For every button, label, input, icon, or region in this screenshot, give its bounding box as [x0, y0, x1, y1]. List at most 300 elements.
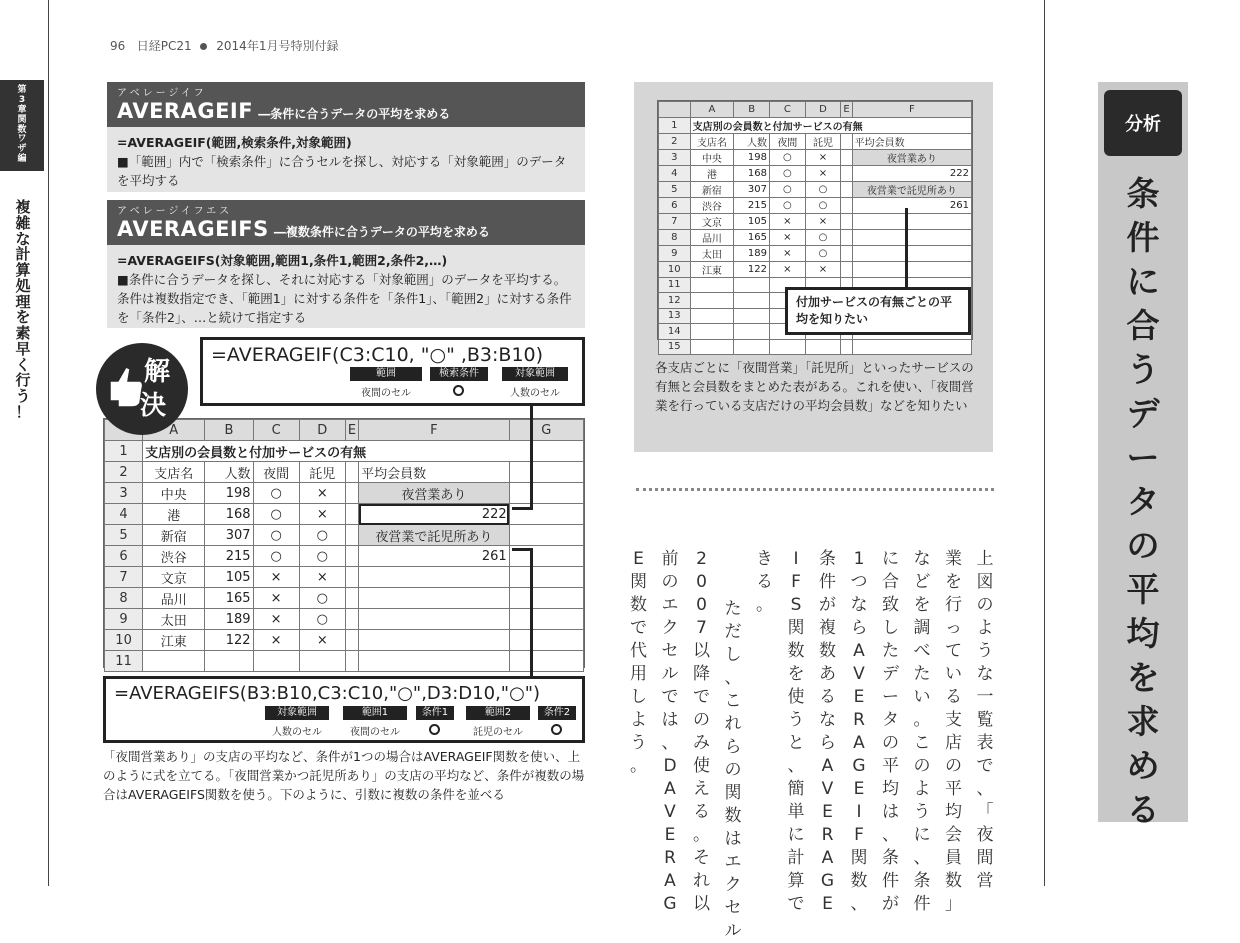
body-column [943, 548, 965, 916]
body-char: る [693, 802, 710, 822]
body-char: E [822, 802, 833, 822]
body-char: ル [661, 664, 679, 684]
body-char: 。 [756, 595, 773, 615]
body-char: 、 [661, 733, 679, 753]
body-char: 数 [787, 641, 805, 661]
body-char: エ [724, 852, 742, 872]
sheet-cell: 222 [852, 165, 971, 181]
body-char: 図 [976, 572, 994, 592]
section-title-char: 求 [1126, 702, 1160, 741]
sheet-col-header: F [852, 102, 971, 118]
main-spreadsheet [104, 419, 584, 672]
connector-f2-h [512, 548, 533, 551]
body-char: F [791, 572, 801, 592]
body-char: 行 [945, 595, 962, 615]
sheet-cell: 122 [734, 261, 770, 277]
table-row [659, 133, 972, 149]
body-char: 均 [882, 779, 899, 799]
body-char: I [793, 549, 799, 569]
sheet-cell: × [769, 229, 805, 245]
body-char: A [821, 756, 834, 776]
table-row [659, 213, 972, 229]
badge-char-2: 決 [140, 391, 167, 421]
body-char: 店 [945, 733, 962, 753]
body-char: ら [724, 737, 742, 757]
body-char: 表 [976, 733, 994, 753]
body-char: で [630, 618, 647, 638]
sheet-col-header: F [359, 420, 510, 441]
row-number: 3 [659, 149, 691, 165]
body-char: 件 [882, 871, 899, 891]
table-row [659, 181, 972, 197]
body-char: 調 [913, 618, 931, 638]
body-char: と [787, 733, 805, 753]
table-row [659, 261, 972, 277]
dotted-separator [636, 488, 994, 491]
body-char: セ [724, 898, 742, 918]
body-char: V [821, 779, 834, 799]
sheet-cell: 港 [690, 165, 734, 181]
row-number: 2 [659, 133, 691, 149]
sheet-cell: 中央 [143, 483, 205, 504]
sheet-cell [690, 293, 734, 309]
body-char: 降 [693, 664, 710, 684]
sheet-col-header [659, 102, 691, 118]
body-column [848, 548, 870, 916]
label-criteria: 検索条件 [430, 367, 488, 381]
label-range: 範囲 [350, 367, 422, 381]
sheet-cell [359, 630, 510, 651]
body-char: 合 [882, 572, 899, 592]
row-number: 11 [105, 651, 143, 672]
body-char: 覧 [976, 710, 994, 730]
body-char: 営 [976, 871, 994, 891]
body-char: V [664, 802, 676, 822]
label-range2-sub: 託児のセル [473, 727, 523, 738]
body-char: ら [850, 618, 868, 638]
sheet-cell [509, 651, 583, 672]
sheet-cell: ○ [253, 483, 299, 504]
sheet-cell: 託児 [299, 462, 345, 483]
body-char: F [854, 825, 864, 845]
left-title-char: 算 [15, 261, 31, 279]
left-title-char: な [15, 229, 31, 248]
label-avg-range-sub: 人数のセル [510, 388, 560, 399]
sheet-cell: 307 [734, 181, 770, 197]
label-avg-range-2: 対象範囲 [265, 706, 329, 720]
label-range1-sub: 夜間のセル [350, 727, 400, 738]
sheet-cell [345, 567, 358, 588]
section-tag [1104, 90, 1182, 156]
body-char: 支 [945, 710, 962, 730]
left-title-char: 複 [15, 198, 31, 216]
sheet-cell [841, 261, 852, 277]
row-number: 5 [105, 525, 143, 546]
body-char: 致 [882, 595, 899, 615]
sheet-cell: 支店名 [690, 133, 734, 149]
sheet-cell: 261 [852, 197, 971, 213]
sheet-cell: × [253, 609, 299, 630]
sheet-col-header: C [769, 102, 805, 118]
body-char: 数 [819, 641, 836, 661]
body-char: V [853, 664, 865, 684]
body-char: つ [850, 572, 868, 592]
chapter-title-char: ザ [17, 144, 27, 155]
sheet-cell: 平均会員数 [359, 462, 510, 483]
sheet-cell [734, 324, 770, 340]
sheet-cell [734, 277, 770, 293]
body-char: の [913, 756, 931, 776]
sheet-cell: 渋谷 [143, 546, 205, 567]
body-char: が [882, 894, 899, 914]
sheet-cell: ○ [253, 546, 299, 567]
circle-icon [429, 724, 440, 735]
sheet-cell [841, 149, 852, 165]
body-column [754, 548, 776, 617]
averageif-header [107, 82, 585, 127]
chapter-title-char: 数 [17, 124, 27, 135]
sheet-cell [509, 609, 583, 630]
left-title-char: 計 [15, 245, 31, 264]
section-title-char: タ [1126, 482, 1160, 521]
body-char: 数 [724, 806, 742, 826]
body-char: 件 [913, 894, 931, 914]
body-char: き [756, 549, 773, 569]
row-number: 2 [105, 462, 143, 483]
body-char: 以 [693, 641, 710, 661]
sheet-cell [734, 308, 770, 324]
table-row [105, 609, 584, 630]
sheet-cell: 江東 [690, 261, 734, 277]
section-title [1117, 172, 1169, 832]
sheet-cell: 307 [205, 525, 253, 546]
row-number: 10 [105, 630, 143, 651]
body-char: だ [724, 622, 742, 642]
body-char: E [822, 894, 833, 914]
row-number: 1 [659, 117, 691, 133]
table-row [105, 651, 584, 672]
table-row [659, 245, 972, 261]
left-vertical-title [12, 200, 34, 421]
body-char: 業 [945, 549, 962, 569]
sheet-col-header: C [253, 420, 299, 441]
body-char: 関 [850, 848, 868, 868]
sheet-col-header: D [299, 420, 345, 441]
sheet-cell [345, 588, 358, 609]
body-column [785, 548, 807, 916]
sheet-cell: 122 [205, 630, 253, 651]
section-title-char: め [1126, 746, 1160, 785]
sheet-cell: ○ [805, 229, 841, 245]
sheet-cell [205, 651, 253, 672]
page-number: 96 [110, 39, 126, 53]
body-char: う [630, 733, 647, 753]
sheet-column-header-row [659, 102, 972, 118]
body-char: を [913, 595, 931, 615]
body-char: で [976, 756, 994, 776]
body-char: D [663, 756, 677, 776]
body-char: E [664, 825, 676, 845]
averageif-syntax: =AVERAGEIF(範囲,検索条件,対象範囲) [117, 135, 352, 150]
sheet-cell [143, 651, 205, 672]
body-char: で [661, 687, 679, 707]
body-char: G [663, 894, 677, 914]
body-char: G [852, 756, 866, 776]
table-row [659, 165, 972, 181]
sheet-cell [509, 483, 583, 504]
sheet-cell: × [769, 245, 805, 261]
left-title-char: 処 [15, 276, 31, 295]
circle-icon [453, 385, 464, 396]
row-number: 3 [105, 483, 143, 504]
connector-f1-v [530, 406, 533, 510]
row-number: 10 [659, 261, 691, 277]
solution-badge [96, 343, 188, 435]
sheet-cell: ○ [253, 504, 299, 525]
body-char: 関 [724, 783, 742, 803]
chapter-title-char: 関 [17, 114, 27, 125]
bottom-caption: 「夜間営業あり」の支店の平均など、条件が1つの場合はAVERAGEIF関数を使い、上のように式を立てる。「夜間営業かつ託児所あり」の支店の平均など、条件が複数の場合はAVERAGEIFS関数を使う。下のように、引数に複数の条件を並べる [103, 749, 585, 802]
sheet-cell [852, 261, 971, 277]
sheet-cell [345, 462, 358, 483]
sheet-cell: 太田 [143, 609, 205, 630]
table-row [659, 117, 972, 133]
sheet-cell: × [253, 630, 299, 651]
body-char: 関 [787, 618, 805, 638]
body-char: は [724, 829, 742, 849]
chapter-char: 第 [17, 85, 27, 95]
body-char: R [821, 825, 834, 845]
row-number: 13 [659, 308, 691, 324]
body-char: の [976, 595, 994, 615]
averageifs-desc: ―複数条件に合うデータの平均を求める [273, 225, 490, 239]
table-row [105, 567, 584, 588]
body-char: E [853, 687, 865, 707]
sheet-cell [734, 339, 770, 355]
body-char: え [693, 779, 710, 799]
body-char: の [724, 760, 742, 780]
body-char: 2 [696, 549, 707, 569]
right-caption: 各支店ごとに「夜間営業」「託児所」といったサービスの有無と会員数をまとめた表がある。これを使い、「夜間営業を行っている支店だけの平均会員数」などを知りたい [655, 360, 974, 413]
sheet-cell [345, 609, 358, 630]
section-tag-label: 分析 [1125, 114, 1161, 135]
body-char: 」 [945, 894, 962, 914]
body-char: デ [882, 664, 899, 684]
left-title-char: 早 [15, 339, 31, 358]
label-avg-range: 対象範囲 [502, 367, 568, 381]
section-title-char: う [1126, 350, 1160, 389]
body-char: 前 [661, 549, 679, 569]
sheet-cell [805, 339, 841, 355]
table-row [105, 483, 584, 504]
sheet-cell [509, 525, 583, 546]
row-number: 11 [659, 277, 691, 293]
sheet-col-header: E [345, 420, 358, 441]
section-title-char: デ [1126, 394, 1160, 433]
section-title-char: ー [1126, 438, 1160, 477]
connector-f2-v [530, 548, 533, 676]
sheet-cell [345, 525, 358, 546]
sheet-cell [841, 165, 852, 181]
body-char: R [664, 848, 676, 868]
body-char: 条 [882, 848, 899, 868]
sheet-cell: ○ [299, 609, 345, 630]
sheet-cell [345, 651, 358, 672]
body-char: 員 [945, 848, 962, 868]
table-row [105, 441, 584, 462]
averageifs-box [107, 200, 585, 328]
chapter-title-char: 編 [17, 154, 27, 165]
body-char: 一 [976, 687, 994, 707]
sheet-cell: × [805, 213, 841, 229]
averageif-ruby: アベレージイフ [117, 88, 207, 99]
sheet-cell: 渋谷 [690, 197, 734, 213]
body-char: う [913, 802, 931, 822]
sheet-cell [841, 213, 852, 229]
sheet-cell [841, 197, 852, 213]
body-char: が [819, 595, 836, 615]
body-char: な [913, 549, 931, 569]
label-avg-range-2-sub: 人数のセル [272, 727, 322, 738]
body-char: セ [661, 641, 679, 661]
body-char: 条 [819, 549, 836, 569]
sheet-cell: ○ [769, 165, 805, 181]
body-char: 条 [913, 871, 931, 891]
sheet-cell [345, 546, 358, 567]
sheet-cell: 105 [205, 567, 253, 588]
body-char: 以 [693, 894, 710, 914]
sheet-cell: ○ [299, 588, 345, 609]
sheet-cell: 人数 [734, 133, 770, 149]
row-number: 7 [659, 213, 691, 229]
sheet-cell: 夜間 [769, 133, 805, 149]
body-char: R [853, 710, 865, 730]
row-number: 6 [105, 546, 143, 567]
body-char: 計 [787, 848, 805, 868]
body-char: ど [913, 572, 931, 592]
sheet-cell [690, 277, 734, 293]
body-char: の [661, 572, 679, 592]
body-char: A [664, 779, 676, 799]
body-char: 。 [693, 825, 710, 845]
row-number: 9 [105, 609, 143, 630]
sheet-cell: × [805, 165, 841, 181]
sheet-cell: × [253, 567, 299, 588]
body-char: れ [724, 714, 742, 734]
row-number: 6 [659, 197, 691, 213]
bullet-dot-icon [200, 43, 207, 50]
callout-box: 付加サービスの有無ごとの平均を知りたい [785, 287, 971, 335]
table-row [659, 197, 972, 213]
body-char: に [787, 825, 805, 845]
right-page-edge [1044, 0, 1045, 886]
body-char: あ [819, 664, 836, 684]
sheet-col-header: A [690, 102, 734, 118]
body-char: ー [882, 687, 899, 707]
sheet-cell [509, 567, 583, 588]
circle-icon [551, 724, 562, 735]
table-row [105, 462, 584, 483]
body-char: 。 [913, 710, 931, 730]
sheet-cell [359, 567, 510, 588]
sheet-cell [345, 483, 358, 504]
left-title-char: う [15, 387, 31, 405]
body-char: 数 [850, 871, 868, 891]
sheet-cell [359, 651, 510, 672]
averageifs-ruby: アベレージイフエス [117, 206, 233, 217]
body-char: を [945, 572, 962, 592]
section-title-char: 合 [1126, 306, 1160, 345]
sheet-cell [841, 229, 852, 245]
sheet-cell: × [805, 149, 841, 165]
sheet-cell [734, 293, 770, 309]
body-char: い [945, 664, 962, 684]
body-char: 使 [787, 687, 805, 707]
sheet-cell [690, 339, 734, 355]
sheet-cell: 165 [734, 229, 770, 245]
formula-averageif-text: =AVERAGEIF(C3:C10, "○" ,B3:B10) [211, 344, 544, 366]
table-row [659, 229, 972, 245]
sheet-cell: ○ [769, 181, 805, 197]
row-number: 14 [659, 324, 691, 340]
sheet-cell: 港 [143, 504, 205, 525]
averageif-box [107, 82, 585, 192]
row-number: 8 [105, 588, 143, 609]
sheet-cell: ○ [299, 546, 345, 567]
sheet-cell: 198 [205, 483, 253, 504]
body-char: た [913, 664, 931, 684]
body-char: う [976, 641, 994, 661]
body-char: し [630, 687, 647, 707]
body-char: E [633, 549, 644, 569]
left-title-char: 理 [15, 292, 31, 311]
body-char: 夜 [976, 825, 994, 845]
running-header [110, 37, 338, 54]
badge-char-1: 解 [144, 357, 171, 387]
body-char: な [819, 710, 836, 730]
sheet-cell: ○ [253, 525, 299, 546]
sheet-cell: 168 [734, 165, 770, 181]
body-char: 「 [976, 802, 994, 822]
sheet-cell: × [805, 261, 841, 277]
body-char: っ [945, 618, 962, 638]
body-char: 。 [630, 756, 647, 776]
body-char: る [756, 572, 773, 592]
body-char: こ [724, 691, 742, 711]
averageifs-header [107, 200, 585, 245]
body-char: S [790, 595, 802, 615]
body-char: 用 [630, 664, 647, 684]
body-char: 1 [853, 549, 865, 569]
issue-label: 2014年1月号特別付録 [216, 39, 339, 53]
sheet-cell: 夜間 [253, 462, 299, 483]
main-sheet-wrap [103, 418, 585, 668]
section-title-char: 平 [1126, 570, 1160, 609]
row-number: 12 [659, 293, 691, 309]
body-char: G [820, 871, 835, 891]
section-title-char: に [1126, 262, 1160, 301]
table-row [105, 630, 584, 651]
body-char: 、 [724, 668, 742, 688]
sheet-cell [345, 630, 358, 651]
sheet-cell [253, 651, 299, 672]
body-char: そ [693, 848, 710, 868]
label-range2: 範囲2 [466, 706, 530, 720]
body-char: 算 [787, 871, 805, 891]
body-char: で [693, 687, 710, 707]
sheet-cell: 江東 [143, 630, 205, 651]
sheet-cell: ○ [805, 245, 841, 261]
